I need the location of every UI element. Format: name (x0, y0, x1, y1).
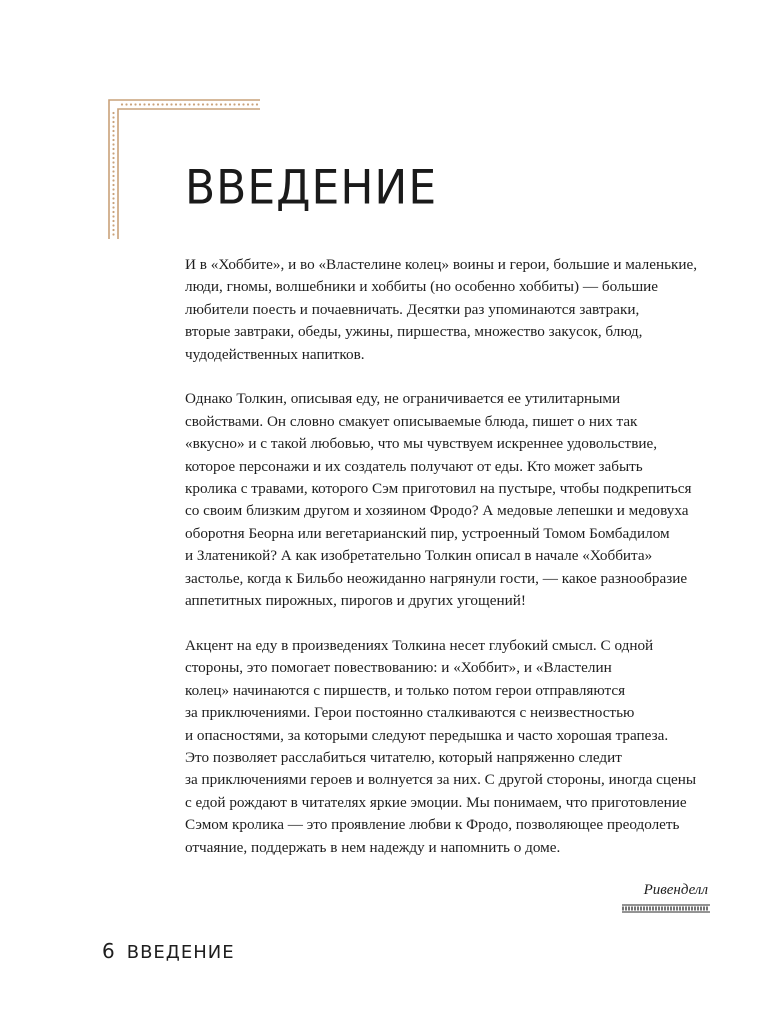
paragraph (185, 635, 697, 859)
text-line: люди, гномы, волшебники и хоббиты (но особенно хоббиты) — большие (185, 278, 659, 296)
text-line: любители поесть и почаевничать. Десятки раз упоминаются завтраки, (185, 300, 640, 318)
text-line: кролика с травами, которого Сэм приготовил на пустыре, чтобы подкрепиться (185, 480, 692, 498)
text-line: застолье, когда к Бильбо неожиданно нагрянули гости, — какое разнообразие (185, 569, 688, 587)
page-footer (102, 938, 235, 966)
text-line: Сэмом кролика — это проявление любви к Фродо, позволяющее преодолеть (185, 816, 680, 834)
body-text (185, 254, 698, 881)
text-line: за приключениями. Герои постоянно сталкиваются с неизвестностью (185, 704, 635, 722)
text-line: отчаяние, поддержать в нем надежду и напомнить о доме. (185, 838, 561, 856)
page-number: 6 (102, 939, 115, 963)
paragraph (185, 254, 698, 366)
text-line: с едой рождают в читателях яркие эмоции. Мы понимаем, что приготовление (185, 793, 687, 811)
text-line: чудодейственных напитков. (185, 345, 365, 363)
decorative-rule-icon (622, 903, 710, 913)
caption: Ривенделл (643, 882, 708, 898)
text-line: которое персонажи и их создатель получают от еды. Кто может забыть (185, 457, 643, 475)
text-line: оборотня Беорна или вегетарианский пир, устроенный Томом Бомбадилом (185, 524, 670, 542)
text-line: и опасностями, за которыми следуют передышка и часто хорошая трапеза. (185, 726, 669, 744)
running-head: ВВЕДЕНИЕ (126, 942, 235, 963)
text-line: стороны, это помогает повествованию: и «Хоббит», и «Властелин (185, 659, 612, 677)
text-line: за приключениями героев и волнуется за них. С другой стороны, иногда сцены (185, 771, 697, 789)
text-line: Это позволяет расслабиться читателю, который напряженно следит (185, 748, 622, 766)
text-line: колец» начинаются с пиршеств, и только потом герои отправляются (185, 681, 626, 699)
text-line: аппетитных пирожных, пирогов и других угощений! (185, 592, 526, 610)
text-line: Акцент на еду в произведениях Толкина несет глубокий смысл. С одной (185, 636, 654, 654)
paragraph (185, 388, 692, 612)
text-line: Однако Толкин, описывая еду, не ограничивается ее утилитарными (185, 390, 621, 408)
text-line: свойствами. Он словно смакует описываемые блюда, пишет о них так (185, 412, 638, 430)
text-line: со своим близким другом и хозяином Фродо? А медовые лепешки и медовуха (185, 502, 689, 520)
text-line: и Златеникой? А как изобретательно Толкин описал в начале «Хоббита» (185, 547, 653, 565)
text-line: «вкусно» и с такой любовью, что мы чувствуем искреннее удовольствие, (185, 435, 658, 453)
text-line: И в «Хоббите», и во «Властелине колец» воины и герои, большие и маленькие, (185, 256, 698, 273)
text-line: вторые завтраки, обеды, ужины, пиршества, множество закусок, блюд, (185, 323, 643, 341)
page-title: ВВЕДЕНИЕ (185, 160, 438, 216)
